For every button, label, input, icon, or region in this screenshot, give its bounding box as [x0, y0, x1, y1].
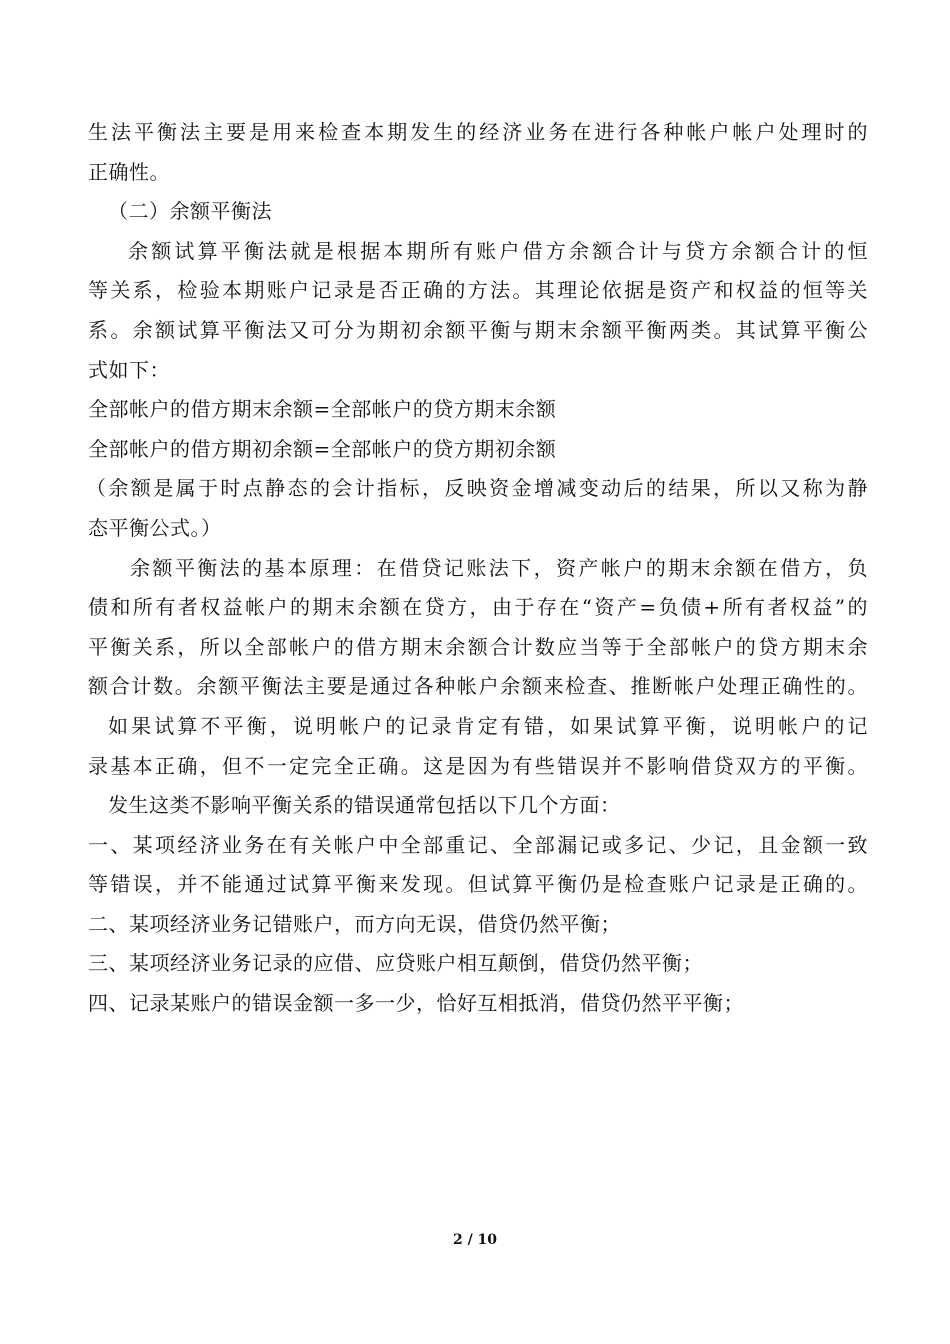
paragraph-line: 如果试算不平衡，说明帐户的记录肯定有错，如果试算平衡，说明帐户的记: [108, 713, 868, 738]
list-item: 等错误，并不能通过试算平衡来发现。但试算平衡仍是检查账户记录是正确的。: [88, 872, 868, 897]
paragraph-line: 余额试算平衡法就是根据本期所有账户借方余额合计与贷方余额合计的恒: [128, 238, 868, 263]
list-item: 四、记录某账户的错误金额一多一少，恰好互相抵消，借贷仍然平平衡；: [88, 991, 744, 1016]
list-item: 三、某项经济业务记录的应借、应贷账户相互颠倒，借贷仍然平衡；: [88, 951, 703, 976]
paragraph-line: 正确性。: [88, 159, 170, 184]
paragraph-line: 式如下：: [88, 357, 170, 382]
paragraph-line: 系。余额试算平衡法又可分为期初余额平衡与期末余额平衡两类。其试算平衡公: [88, 317, 868, 342]
page-number: 2 / 10: [452, 1232, 498, 1248]
paragraph-line: 等关系，检验本期账户记录是否正确的方法。其理论依据是资产和权益的恒等关: [88, 278, 868, 303]
formula-line: 全部帐户的借方期初余额=全部帐户的贷方期初余额: [88, 436, 557, 461]
paragraph-line: （余额是属于时点静态的会计指标，反映资金增减变动后的结果，所以又称为静: [86, 476, 868, 501]
paragraph-line: 发生这类不影响平衡关系的错误通常包括以下几个方面：: [108, 793, 621, 818]
paragraph-line: 平衡关系，所以全部帐户的借方期末余额合计数应当等于全部帐户的贷方期末余: [88, 634, 868, 659]
paragraph-line: 生法平衡法主要是用来检查本期发生的经济业务在进行各种帐户帐户处理时的: [88, 120, 868, 144]
list-item: 二、某项经济业务记错账户，而方向无误，借贷仍然平衡；: [88, 911, 621, 936]
section-heading: （二）余额平衡法: [108, 199, 272, 224]
paragraph-line: 录基本正确，但不一定完全正确。这是因为有些错误并不影响借贷双方的平衡。: [88, 753, 868, 778]
paragraph-line: 态平衡公式。）: [88, 515, 222, 540]
paragraph-line: 债和所有者权益帐户的期末余额在贷方，由于存在“资产=负债+所有者权益”的: [88, 595, 868, 620]
body-text: [88, 113, 868, 1024]
paragraph-line: 额合计数。余额平衡法主要是通过各种帐户余额来检查、推断帐户处理正确性的。: [88, 674, 868, 699]
paragraph-line: 余额平衡法的基本原理：在借贷记账法下，资产帐户的期末余额在借方，负: [130, 555, 868, 580]
formula-line: 全部帐户的借方期末余额=全部帐户的贷方期末余额: [88, 397, 557, 422]
list-item: 一、某项经济业务在有关帐户中全部重记、全部漏记或多记、少记，且金额一致: [88, 832, 868, 857]
